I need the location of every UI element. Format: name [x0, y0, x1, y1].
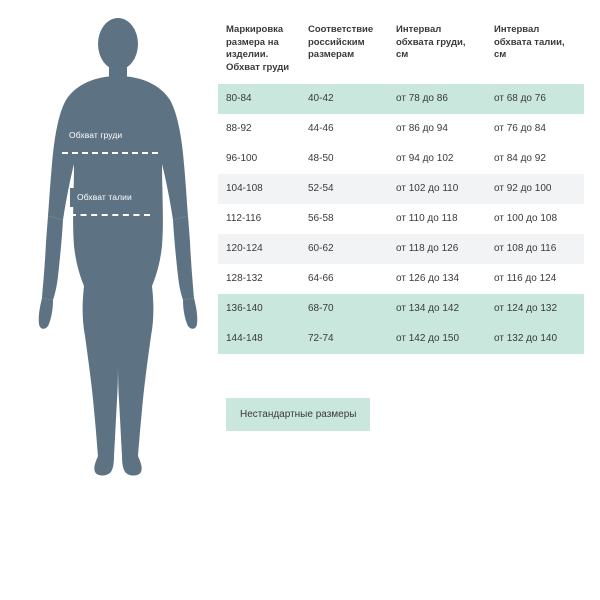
cell-marking: 136-140: [218, 294, 300, 324]
cell-marking: 144-148: [218, 324, 300, 354]
cell-waist: от 68 до 76: [486, 84, 584, 114]
table-row: [218, 264, 584, 294]
waist-measure-line: [70, 214, 150, 216]
cell-waist: от 116 до 124: [486, 264, 584, 294]
cell-marking: 96-100: [218, 144, 300, 174]
cell-chest: от 86 до 94: [388, 114, 486, 144]
cell-russian: 56-58: [300, 204, 388, 234]
cell-russian: 60-62: [300, 234, 388, 264]
size-table-container: [218, 18, 584, 354]
cell-chest: от 110 до 118: [388, 204, 486, 234]
header-russian-size: Соответствие российским размерам: [300, 18, 388, 84]
male-silhouette-icon: [18, 14, 218, 494]
cell-waist: от 84 до 92: [486, 144, 584, 174]
table-row: [218, 114, 584, 144]
cell-waist: от 132 до 140: [486, 324, 584, 354]
cell-russian: 64-66: [300, 264, 388, 294]
size-table: [218, 18, 584, 354]
chest-measure-line: [62, 152, 158, 154]
cell-waist: от 100 до 108: [486, 204, 584, 234]
cell-marking: 128-132: [218, 264, 300, 294]
header-waist-range: Интервал обхвата талии, см: [486, 18, 584, 84]
cell-marking: 104-108: [218, 174, 300, 204]
table-row: [218, 294, 584, 324]
cell-russian: 44-46: [300, 114, 388, 144]
cell-marking: 88-92: [218, 114, 300, 144]
table-row: [218, 174, 584, 204]
cell-chest: от 142 до 150: [388, 324, 486, 354]
cell-waist: от 108 до 116: [486, 234, 584, 264]
cell-marking: 120-124: [218, 234, 300, 264]
cell-waist: от 92 до 100: [486, 174, 584, 204]
table-body: [218, 84, 584, 354]
cell-russian: 40-42: [300, 84, 388, 114]
header-chest-range: Интервал обхвата груди, см: [388, 18, 486, 84]
table-header-row: [218, 18, 584, 84]
cell-russian: 48-50: [300, 144, 388, 174]
cell-chest: от 118 до 126: [388, 234, 486, 264]
cell-waist: от 124 до 132: [486, 294, 584, 324]
table-row: [218, 84, 584, 114]
cell-chest: от 126 до 134: [388, 264, 486, 294]
cell-chest: от 94 до 102: [388, 144, 486, 174]
table-row: [218, 324, 584, 354]
nonstandard-sizes-badge[interactable]: Нестандартные размеры: [226, 398, 370, 431]
chest-measure-label: Обхват груди: [62, 126, 129, 145]
cell-marking: 80-84: [218, 84, 300, 114]
cell-russian: 52-54: [300, 174, 388, 204]
table-row: [218, 204, 584, 234]
cell-chest: от 78 до 86: [388, 84, 486, 114]
waist-measure-label: Обхват талии: [70, 188, 139, 207]
cell-chest: от 102 до 110: [388, 174, 486, 204]
cell-waist: от 76 до 84: [486, 114, 584, 144]
cell-chest: от 134 до 142: [388, 294, 486, 324]
table-row: [218, 234, 584, 264]
body-figure: [18, 14, 218, 494]
table-header: [218, 18, 584, 84]
table-row: [218, 144, 584, 174]
cell-russian: 72-74: [300, 324, 388, 354]
cell-marking: 112-116: [218, 204, 300, 234]
cell-russian: 68-70: [300, 294, 388, 324]
header-marking: Маркировка размера на изделии. Обхват груди: [218, 18, 300, 84]
